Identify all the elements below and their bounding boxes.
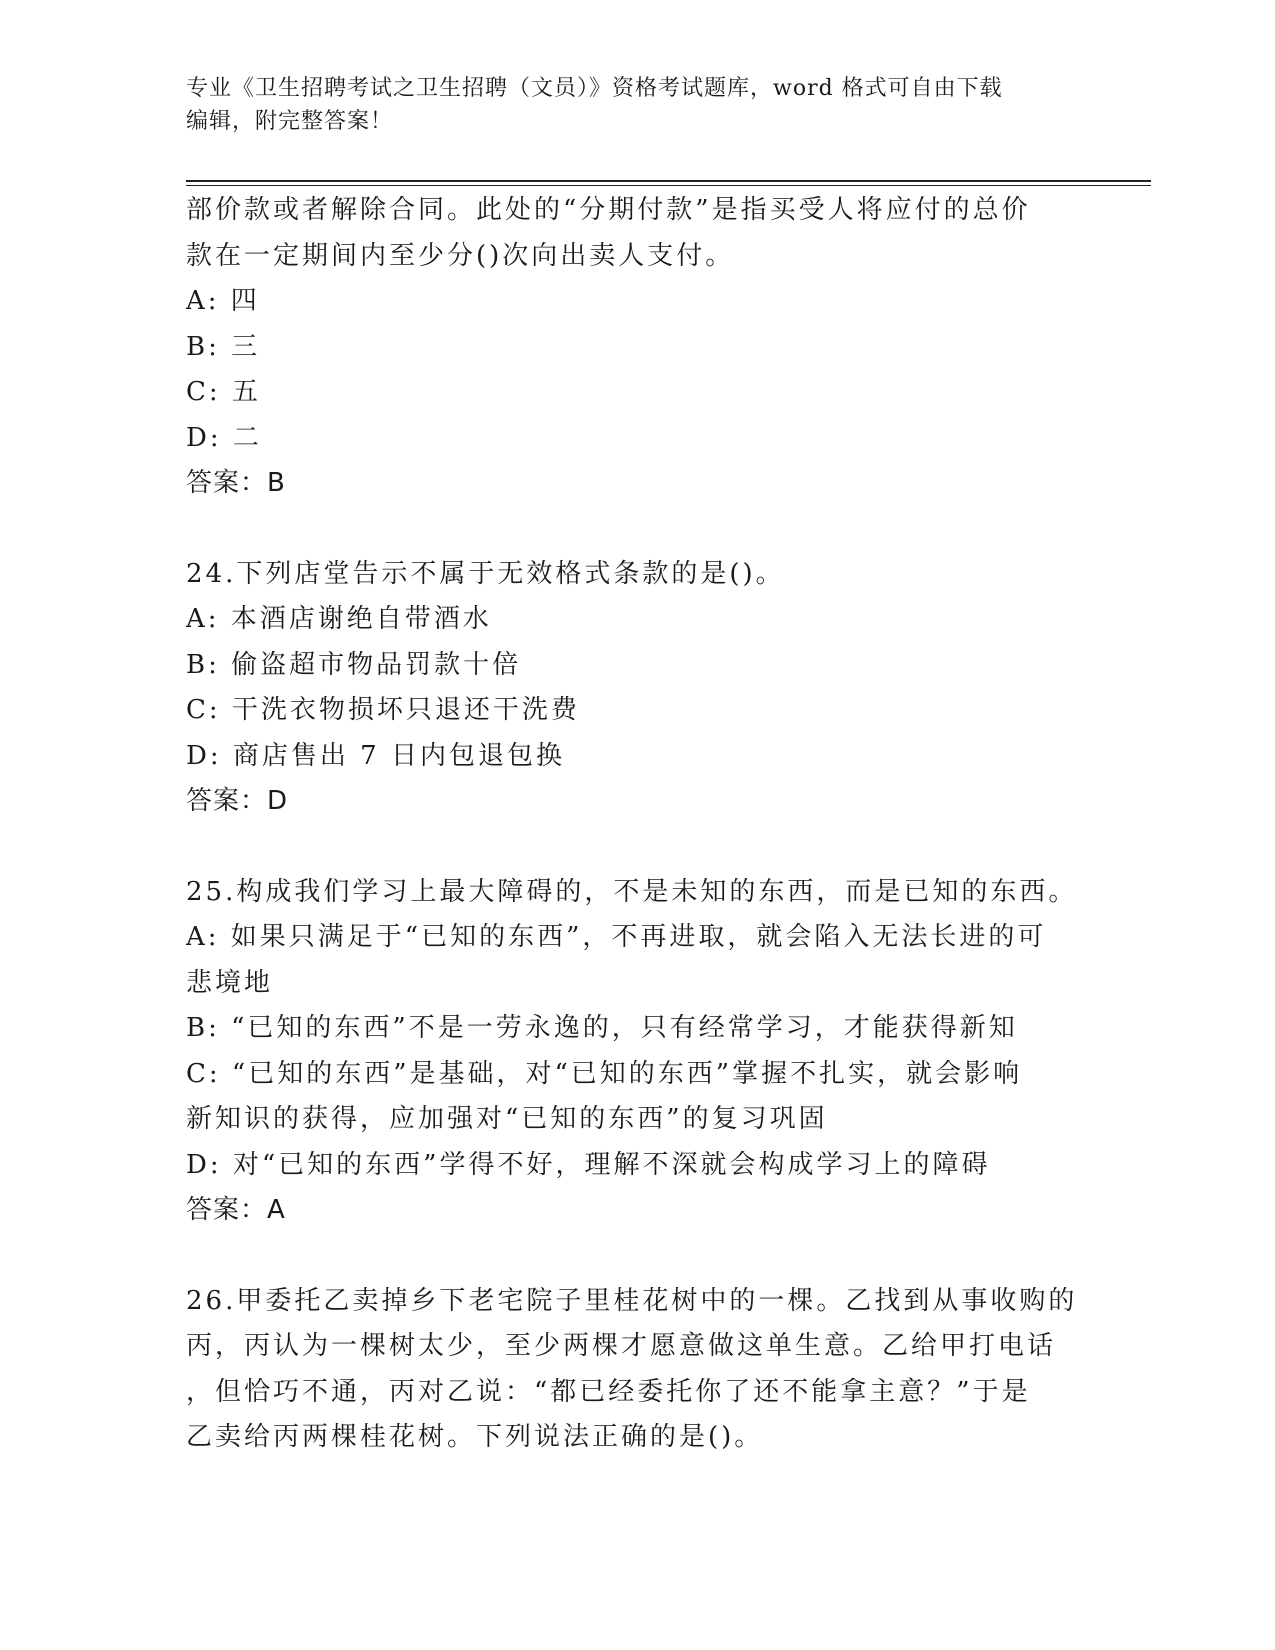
question-25-option-b: B: “已知的东西”不是一劳永逸的，只有经常学习，才能获得新知 <box>186 1013 1018 1043</box>
question-24-option-c: C: 干洗衣物损坏只退还干洗费 <box>186 695 580 725</box>
question-24-option-a: A: 本酒店谢绝自带酒水 <box>186 604 492 634</box>
question-25 <box>186 870 1086 1234</box>
question-26-stem-line-3: ，但恰巧不通，丙对乙说：“都已经委托你了还不能拿主意？”于是 <box>186 1376 1031 1407</box>
question-25-option-c-line-1: C: “已知的东西”是基础，对“已知的东西”掌握不扎实，就会影响 <box>186 1058 1023 1089</box>
question-24-stem: 24.下列店堂告示不属于无效格式条款的是()。 <box>186 558 785 589</box>
spacer <box>186 825 1086 870</box>
question-23-option-a: A: 四 <box>186 286 260 316</box>
spacer <box>186 507 1086 552</box>
question-25-stem: 25.构成我们学习上最大障碍的，不是未知的东西，而是已知的东西。 <box>186 876 1078 907</box>
header-rule-thick <box>186 180 1151 182</box>
question-23-stem-line-2: 款在一定期间内至少分()次向出卖人支付。 <box>186 240 735 271</box>
document-header <box>186 72 1086 138</box>
question-25-answer: 答案：A <box>186 1195 286 1225</box>
question-23-option-c: C: 五 <box>186 377 261 407</box>
question-25-option-c-line-2: 新知识的获得，应加强对“已知的东西”的复习巩固 <box>186 1104 828 1134</box>
question-24-answer: 答案：D <box>186 786 289 816</box>
question-23-option-b: B: 三 <box>186 331 261 362</box>
question-25-option-a-line-2: 悲境地 <box>186 967 274 998</box>
header-line-1: 专业《卫生招聘考试之卫生招聘（文员）》资格考试题库，word 格式可自由下载 <box>186 76 1003 101</box>
question-25-option-d: D: 对“已知的东西”学得不好，理解不深就会构成学习上的障碍 <box>186 1149 991 1180</box>
question-body <box>186 188 1086 1461</box>
header-rule-thin <box>186 185 1151 186</box>
question-25-option-a-line-1: A: 如果只满足于“已知的东西”，不再进取，就会陷入无法长进的可 <box>186 922 1047 952</box>
header-line-2: 编辑，附完整答案！ <box>186 109 394 134</box>
question-23-option-d: D: 二 <box>186 422 262 453</box>
question-24-option-d: D: 商店售出 7 日内包退包换 <box>186 740 565 771</box>
question-24-option-b: B: 偷盗超市物品罚款十倍 <box>186 649 522 680</box>
question-23-answer: 答案：B <box>186 468 286 498</box>
question-26-stem-line-1: 26.甲委托乙卖掉乡下老宅院子里桂花树中的一棵。乙找到从事收购的 <box>186 1285 1078 1316</box>
question-24 <box>186 552 1086 825</box>
spacer <box>186 1234 1086 1279</box>
question-26 <box>186 1279 1086 1461</box>
question-26-stem-line-2: 丙，丙认为一棵树太少，至少两棵才愿意做这单生意。乙给甲打电话 <box>186 1331 1057 1361</box>
question-23-stem-line-1: 部价款或者解除合同。此处的“分期付款”是指买受人将应付的总价 <box>186 195 1031 225</box>
question-23 <box>186 188 1086 507</box>
question-26-stem-line-4: 乙卖给丙两棵桂花树。下列说法正确的是()。 <box>186 1422 764 1452</box>
